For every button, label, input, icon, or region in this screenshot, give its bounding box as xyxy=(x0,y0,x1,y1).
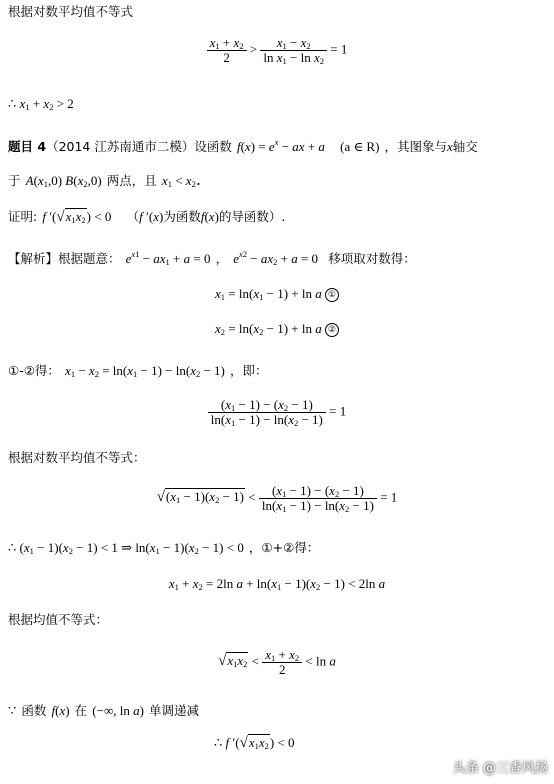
word-decreasing: 单调递减 xyxy=(149,703,200,718)
equation-1: $x_1 = \ln(x_1 - 1) + \ln a$ ① xyxy=(0,287,554,302)
formula-sqrt-inequality: $√(x_1 - 1)(x_2 - 1)$ < $\frac{(x_1 - 1) - (x_2 - 1)}{\ln(x_1 - 1) - \ln(x_2 - 1)}$ = 1 xyxy=(156,483,398,514)
final-conclusion: ∴ f $'(√x_1x_2) < 0$ xyxy=(214,735,295,751)
monotonic-line: ∵ 函数 f(x) 在 (−∞, ln a) 单调递减 xyxy=(8,703,200,718)
word-yu: 于 xyxy=(8,173,21,188)
paren-text-2: 为函数 xyxy=(163,209,201,224)
circle-2-marker: ② xyxy=(325,323,339,337)
paren-text-3: 的导函数）. xyxy=(218,209,286,224)
comma: ， xyxy=(215,251,229,266)
take-log-text: 移项取对数得： xyxy=(328,251,416,266)
problem-4-line-2: 于 $A(x_1,0)$ $B(x_2,0)$ 两点，且 $x_1 < x_2$. xyxy=(8,170,201,189)
axis-text: 轴交 xyxy=(452,139,478,154)
difference-line: ①-②得： $x_1 - x_2 = \ln(x_1 - 1) - \ln(x_2 - 1)$ ，即： xyxy=(8,363,268,379)
circle-1-marker: ① xyxy=(325,288,339,302)
word-function: 函数 xyxy=(21,703,47,718)
equation-2: $x_2 = \ln(x_2 - 1) + \ln a$ ② xyxy=(0,322,554,337)
conclusion-sum-gt-2: ∴ $x_1 + x_2 > 2$ xyxy=(8,96,74,112)
heading-mean-inequality: 根据均值不等式： xyxy=(8,612,109,627)
watermark: 头条 @三香风扬 xyxy=(452,761,548,776)
heading-log-mean-inequality-2: 根据对数平均值不等式： xyxy=(8,450,146,465)
because-symbol: ∵ xyxy=(8,703,17,718)
condition-a-real: (a ∈ R) xyxy=(340,139,380,154)
problem-4-line-1: 题目 4（2014 江苏南通市二模）设函数 $f(x) = e^x$ − ax + a (a ∈ R) ，其图象与x轴交 xyxy=(8,137,478,154)
analysis-line: 【解析】根据题意： $e^{x1} - ax_1 + a = 0$ ， $e^{x2} - ax_2 + a = 0$ 移项取对数得： xyxy=(8,249,416,267)
formula-sum: $x_1 + x_2 = 2\ln$ $a + \ln(x_1 - 1)(x_2 - 1) < 2\ln$ a xyxy=(168,576,386,592)
prove-label: 证明: xyxy=(8,209,38,224)
sum-label: ，①+②得： xyxy=(248,540,320,555)
formula-am-gm: $√x_1x_2$ < $\frac{x_1 + x_2}{2}$ < ln a xyxy=(218,647,336,677)
graph-text: ，其图象与 xyxy=(384,139,448,154)
word-ji: ，即： xyxy=(229,363,268,378)
analysis-label: 【解析】根据题意： xyxy=(8,251,121,266)
formula-log-mean: $\frac{x_1 + x_2}{2}$ > $\frac{x_1 - x_2}{\ln x_1 - \ln x_2}$ = 1 xyxy=(0,36,554,65)
heading-log-mean-inequality: 根据对数平均值不等式 xyxy=(8,4,134,19)
problem-label: 题目 4 xyxy=(8,139,47,154)
prove-line: 证明: f $'(√x_1x_2) < 0$ （f ′(x)为函数f(x)的导函数）. xyxy=(8,209,286,225)
problem-source: （2014 江苏南通市二模）设函数 xyxy=(46,139,232,154)
two-points-text: 两点，且 xyxy=(106,173,157,188)
difference-label: ①-②得： xyxy=(8,363,60,378)
formula-ratio-1: $\frac{(x_1 - 1) - (x_2 - 1)}{\ln(x_1 - 1) - \ln(x_2 - 1)}$ = 1 xyxy=(0,398,554,427)
word-in: 在 xyxy=(74,703,88,718)
paren-open: （ xyxy=(126,209,140,224)
product-line: ∴ $(x_1 - 1)(x_2 - 1) < 1$ ⇒ $\ln(x_1 - 1)(x_2 - 1) < 0$ ，①+②得： xyxy=(8,540,320,556)
